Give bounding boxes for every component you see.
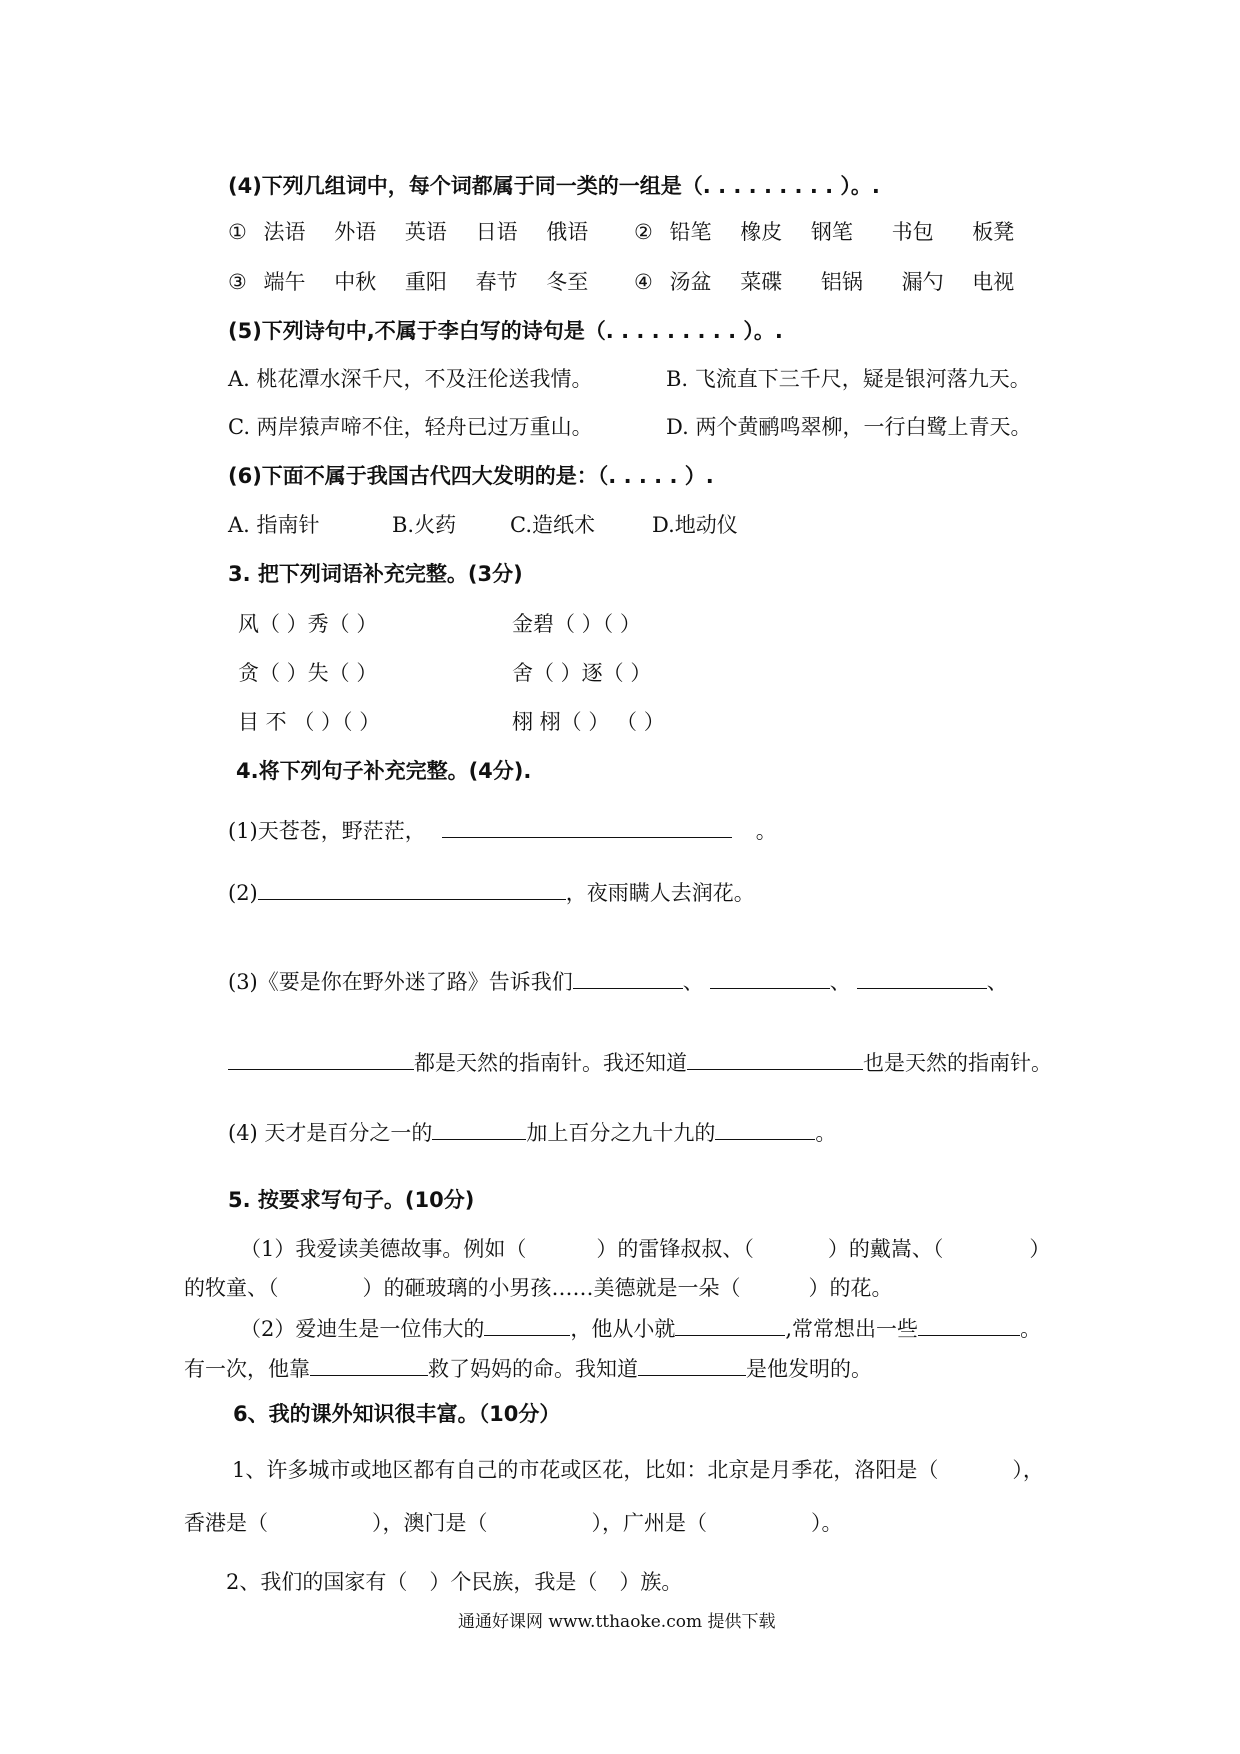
q2-6-option-c: C.造纸术 bbox=[510, 513, 595, 537]
answer-blank[interactable] bbox=[857, 968, 987, 989]
q3-item-1: 风（ ）秀（ ） bbox=[238, 612, 378, 636]
q5-line-2: 的牧童、（ ）的砸玻璃的小男孩……美德就是一朵（ ）的花。 bbox=[184, 1276, 893, 1300]
answer-blank[interactable] bbox=[675, 1315, 785, 1336]
answer-blank[interactable] bbox=[310, 1355, 428, 1376]
q2-4-option-3: ③ 端午 中秋 重阳 春节 冬至 bbox=[228, 270, 589, 294]
q4-sentence-1: (1)天苍苍，野茫茫， 。 bbox=[228, 819, 777, 843]
q2-4-option-2: ② 铅笔 橡皮 钢笔 书包 板凳 bbox=[634, 220, 1015, 244]
question-2-6-stem: (6)下面不属于我国古代四大发明的是：（. . . . . ）. bbox=[228, 464, 714, 488]
answer-blank[interactable] bbox=[687, 1049, 863, 1070]
q4-sentence-3: (3)《要是你在野外迷了路》告诉我们 、 、 、 bbox=[228, 970, 1008, 994]
q2-6-option-d: D.地动仪 bbox=[652, 513, 738, 537]
q3-item-4: 舍（ ）逐（ ） bbox=[512, 661, 652, 685]
q2-5-option-a: A. 桃花潭水深千尺，不及汪伦送我情。 bbox=[228, 367, 593, 391]
q3-item-3: 贪（ ）失（ ） bbox=[238, 661, 378, 685]
q2-4-option-1: ① 法语 外语 英语 日语 俄语 bbox=[228, 220, 589, 244]
answer-blank[interactable] bbox=[258, 879, 566, 900]
q6-line-1: 1、许多城市或地区都有自己的市花或区花，比如：北京是月季花，洛阳是（ ）， bbox=[232, 1458, 1044, 1482]
question-4-title: 4.将下列句子补充完整。(4分). bbox=[236, 759, 532, 783]
answer-blank[interactable] bbox=[638, 1355, 746, 1376]
q2-6-option-a: A. 指南针 bbox=[228, 513, 320, 537]
question-2-5-stem: (5)下列诗句中,不属于李白写的诗句是（. . . . . . . . . ）。. bbox=[228, 319, 783, 343]
q2-5-option-c: C. 两岸猿声啼不住，轻舟已过万重山。 bbox=[228, 415, 593, 439]
question-3-title: 3. 把下列词语补充完整。(3分) bbox=[228, 562, 523, 586]
q5-line-3: （2）爱迪生是一位伟大的 ，他从小就 ,常常想出一些 。 bbox=[240, 1317, 1042, 1341]
q3-item-2: 金碧（ ）（ ） bbox=[512, 612, 641, 636]
answer-blank[interactable] bbox=[573, 968, 683, 989]
question-6-title: 6、我的课外知识很丰富。（10分） bbox=[233, 1402, 561, 1426]
q4-sentence-4: (4) 天才是百分之一的 加上百分之九十九的 。 bbox=[228, 1121, 837, 1145]
answer-blank[interactable] bbox=[484, 1315, 570, 1336]
question-2-4-stem: (4)下列几组词中，每个词都属于同一类的一组是（. . . . . . . . . ）。. bbox=[228, 174, 880, 198]
q5-line-4: 有一次，他靠 救了妈妈的命。我知道 是他发明的。 bbox=[184, 1357, 872, 1381]
q4-sentence-3-continued: 都是天然的指南针。我还知道 也是天然的指南针。 bbox=[228, 1049, 1052, 1077]
q2-5-option-b: B. 飞流直下三千尺，疑是银河落九天。 bbox=[666, 367, 1031, 391]
question-5-title: 5. 按要求写句子。(10分) bbox=[228, 1188, 475, 1212]
answer-blank[interactable] bbox=[918, 1315, 1020, 1336]
q3-item-6: 栩 栩（ ） （ ） bbox=[512, 710, 665, 734]
q3-item-5: 目 不 （ ）（ ） bbox=[238, 710, 381, 734]
q5-line-1: （1）我爱读美德故事。例如（ ）的雷锋叔叔、（ ）的戴嵩、（ ） bbox=[240, 1237, 1051, 1261]
q2-6-option-b: B.火药 bbox=[392, 513, 457, 537]
answer-blank[interactable] bbox=[432, 1119, 526, 1140]
q2-5-option-d: D. 两个黄鹂鸣翠柳，一行白鹭上青天。 bbox=[666, 415, 1032, 439]
answer-blank[interactable] bbox=[442, 817, 732, 838]
q6-line-2: 香港是（ ），澳门是（ ），广州是（ ）。 bbox=[184, 1511, 843, 1535]
page-footer: 通通好课网 www.tthaoke.com 提供下载 bbox=[458, 1612, 776, 1632]
q2-4-option-4: ④ 汤盆 菜碟 铝锅 漏勺 电视 bbox=[634, 270, 1015, 294]
q6-line-3: 2、我们的国家有（ ）个民族，我是（ ）族。 bbox=[226, 1570, 683, 1594]
answer-blank[interactable] bbox=[228, 1049, 414, 1070]
answer-blank[interactable] bbox=[715, 1119, 815, 1140]
answer-blank[interactable] bbox=[710, 968, 830, 989]
q4-sentence-2: (2) ，夜雨瞒人去润花。 bbox=[228, 881, 755, 905]
